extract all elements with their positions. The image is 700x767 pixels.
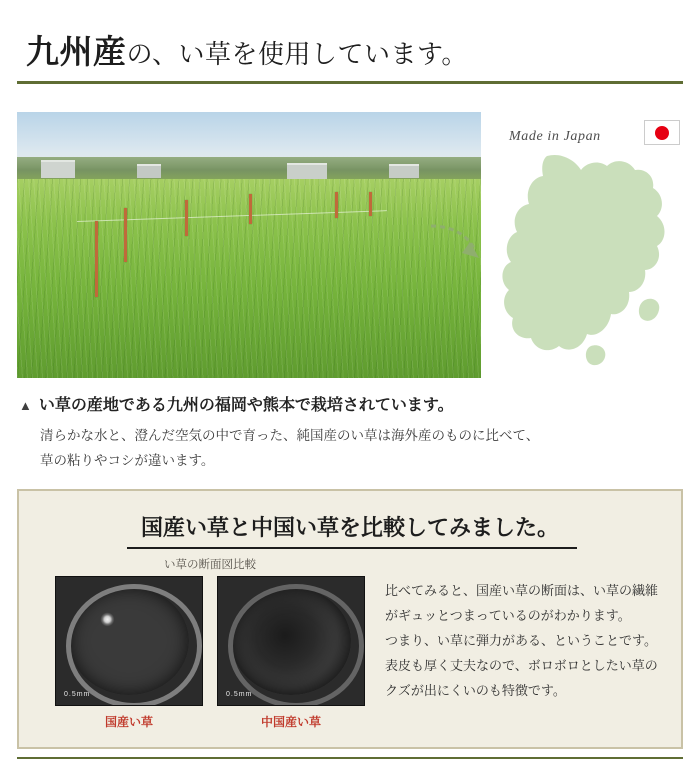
photo-caption-line-1: 清らかな水と、澄んだ空気の中で育った、純国産のい草は海外産のものに比べて、 xyxy=(40,428,540,443)
comparison-panel-title-underline xyxy=(127,547,577,549)
made-in-japan-label: Made in Japan xyxy=(509,129,601,144)
footer-divider xyxy=(17,757,683,759)
photo-support-post xyxy=(185,200,188,236)
cross-section-images xyxy=(55,576,365,706)
photo-support-post xyxy=(95,221,98,297)
comparison-text-line-3: つまり、い草に弾力がある、ということです。 xyxy=(385,632,657,648)
chinese-scale-label: 0.5mm xyxy=(226,691,253,698)
comparison-text-line-2: がギュッとつまっているのがわかります。 xyxy=(385,607,631,623)
domestic-cross-section-rim xyxy=(66,584,202,706)
photo-building xyxy=(389,164,419,178)
comparison-panel-text xyxy=(385,579,675,704)
page-title-rest: の、い草を使用しています。 xyxy=(126,39,468,69)
arrow-icon xyxy=(429,220,489,260)
photo-building xyxy=(287,163,327,179)
domestic-scale-label: 0.5mm xyxy=(64,691,91,698)
comparison-text-line-5: クズが出にくいのも特徴です。 xyxy=(385,682,566,698)
photo-support-post xyxy=(369,192,372,216)
igusa-field-photo xyxy=(17,112,481,378)
kyushu-map xyxy=(495,150,685,370)
japan-flag-icon xyxy=(644,120,680,145)
chinese-igusa-caption: 中国産い草 xyxy=(260,715,321,729)
comparison-panel-title: 国産い草と中国い草を比較してみました。 xyxy=(140,515,559,540)
photo-building xyxy=(137,164,161,178)
chinese-cross-section-rim xyxy=(228,584,364,706)
header-divider xyxy=(17,81,683,84)
chinese-igusa-cross-section xyxy=(217,576,365,706)
photo-support-post xyxy=(249,194,252,224)
domestic-igusa-cross-section xyxy=(55,576,203,706)
photo-caption-headline xyxy=(19,392,454,415)
page-title xyxy=(26,26,468,73)
photo-caption-body xyxy=(40,424,670,474)
page-header xyxy=(0,0,700,88)
comparison-text-line-1: 比べてみると、国産い草の断面は、い草の繊維 xyxy=(385,583,659,598)
photo-caption-line-2: 草の粘りやコシが違います。 xyxy=(40,452,215,468)
page-title-lead: 九州産 xyxy=(26,33,127,70)
domestic-igusa-caption: 国産い草 xyxy=(104,715,153,729)
cross-section-label: い草の断面図比較 xyxy=(164,559,256,571)
photo-support-post xyxy=(335,192,338,218)
comparison-text-line-4: 表皮も厚く丈夫なので、ボロボロとしたい草の xyxy=(385,657,658,673)
japan-flag-disc xyxy=(655,126,669,140)
cross-section-captions xyxy=(55,713,365,730)
triangle-bullet-icon: ▲ xyxy=(19,398,32,413)
map-block xyxy=(487,112,687,378)
photo-support-post xyxy=(124,208,127,262)
comparison-panel xyxy=(17,489,683,749)
photo-building xyxy=(41,160,75,178)
photo-caption-headline-text: い草の産地である九州の福岡や熊本で栽培されています。 xyxy=(38,397,454,414)
